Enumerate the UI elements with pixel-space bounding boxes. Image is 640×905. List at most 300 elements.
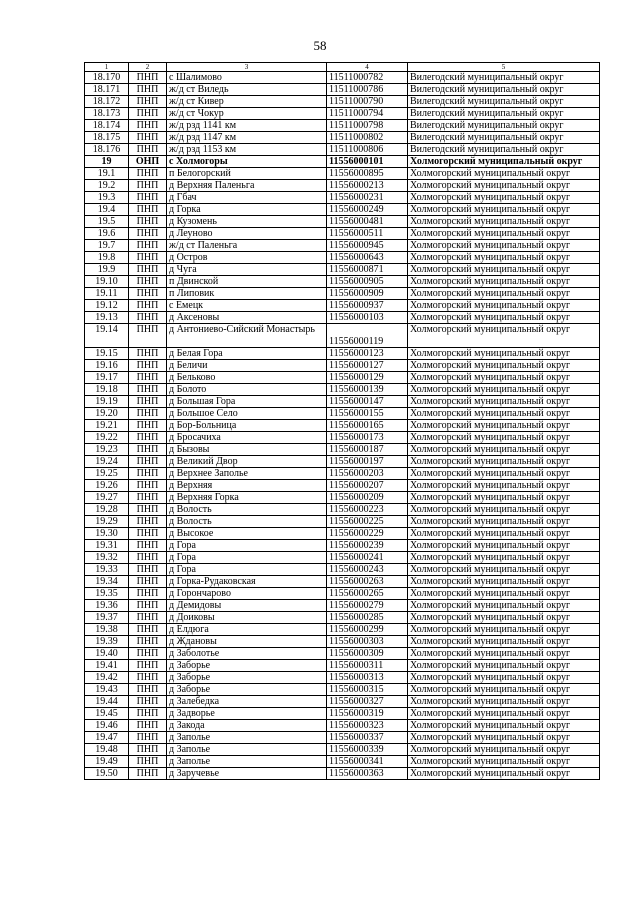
row-number-cell: 19.44 (85, 696, 129, 708)
district-cell: Холмогорский муниципальный округ (408, 372, 600, 384)
settlement-type-cell: ПНП (129, 528, 167, 540)
settlement-registry-table (84, 62, 600, 780)
settlement-type-cell: ПНП (129, 360, 167, 372)
settlement-type-cell: ПНП (129, 468, 167, 480)
district-cell: Холмогорский муниципальный округ (408, 180, 600, 192)
district-cell: Холмогорский муниципальный округ (408, 528, 600, 540)
table-row (85, 228, 600, 240)
column-number-row (85, 63, 600, 72)
row-number-cell: 19.30 (85, 528, 129, 540)
table-row (85, 360, 600, 372)
oktmo-code-cell: 11556000187 (327, 444, 408, 456)
settlement-name-cell: ж/д ст Виледь (167, 84, 327, 96)
settlement-name-cell: п Липовик (167, 288, 327, 300)
settlement-name-cell: ж/д ст Паленьга (167, 240, 327, 252)
table-row (85, 444, 600, 456)
settlement-type-cell: ПНП (129, 192, 167, 204)
settlement-type-cell: ПНП (129, 144, 167, 156)
district-cell: Холмогорский муниципальный округ (408, 648, 600, 660)
oktmo-code-cell: 11556000123 (327, 348, 408, 360)
row-number-cell: 19.7 (85, 240, 129, 252)
settlement-name-cell: д Задворье (167, 708, 327, 720)
district-cell: Холмогорский муниципальный округ (408, 288, 600, 300)
table-row (85, 588, 600, 600)
settlement-name-cell: д Большая Гора (167, 396, 327, 408)
district-cell: Вилегодский муниципальный округ (408, 108, 600, 120)
oktmo-code-cell: 11556000481 (327, 216, 408, 228)
settlement-type-cell: ПНП (129, 660, 167, 672)
oktmo-code-cell: 11556000209 (327, 492, 408, 504)
settlement-name-cell: д Верхняя Паленьга (167, 180, 327, 192)
table-row (85, 348, 600, 360)
settlement-type-cell: ПНП (129, 720, 167, 732)
table-row (85, 492, 600, 504)
settlement-name-cell: д Высокое (167, 528, 327, 540)
oktmo-code-cell: 11556000263 (327, 576, 408, 588)
row-number-cell: 18.170 (85, 72, 129, 84)
settlement-name-cell: д Заручевье (167, 768, 327, 780)
oktmo-code-cell: 11556000905 (327, 276, 408, 288)
district-cell: Вилегодский муниципальный округ (408, 84, 600, 96)
table-row (85, 324, 600, 348)
row-number-cell: 19.22 (85, 432, 129, 444)
district-cell: Холмогорский муниципальный округ (408, 696, 600, 708)
district-cell: Холмогорский муниципальный округ (408, 756, 600, 768)
settlement-name-cell: с Холмогоры (167, 156, 327, 168)
oktmo-code-cell: 11556000249 (327, 204, 408, 216)
district-cell: Холмогорский муниципальный округ (408, 168, 600, 180)
settlement-type-cell: ПНП (129, 216, 167, 228)
table-row (85, 576, 600, 588)
district-cell: Холмогорский муниципальный округ (408, 420, 600, 432)
district-cell: Холмогорский муниципальный округ (408, 564, 600, 576)
column-number: 5 (408, 63, 600, 72)
row-number-cell: 19.15 (85, 348, 129, 360)
table-row (85, 144, 600, 156)
district-cell: Холмогорский муниципальный округ (408, 552, 600, 564)
row-number-cell: 19.48 (85, 744, 129, 756)
settlement-name-cell: д Большое Село (167, 408, 327, 420)
table-row (85, 468, 600, 480)
settlement-name-cell: д Горка (167, 204, 327, 216)
district-cell: Холмогорский муниципальный округ (408, 576, 600, 588)
settlement-name-cell: ж/д рзд 1153 км (167, 144, 327, 156)
column-number: 3 (167, 63, 327, 72)
district-cell: Вилегодский муниципальный округ (408, 120, 600, 132)
settlement-name-cell: д Горка-Рудаковская (167, 576, 327, 588)
district-cell: Холмогорский муниципальный округ (408, 192, 600, 204)
settlement-name-cell: д Бор-Больница (167, 420, 327, 432)
oktmo-code-cell: 11556000173 (327, 432, 408, 444)
oktmo-code-cell: 11556000327 (327, 696, 408, 708)
settlement-type-cell: ПНП (129, 708, 167, 720)
settlement-type-cell: ПНП (129, 624, 167, 636)
row-number-cell: 19.24 (85, 456, 129, 468)
district-cell: Холмогорский муниципальный округ (408, 204, 600, 216)
oktmo-code-cell: 11511000786 (327, 84, 408, 96)
row-number-cell: 19.40 (85, 648, 129, 660)
settlement-type-cell: ПНП (129, 552, 167, 564)
settlement-type-cell: ПНП (129, 600, 167, 612)
settlement-type-cell: ПНП (129, 492, 167, 504)
oktmo-code-cell: 11556000323 (327, 720, 408, 732)
district-cell: Холмогорский муниципальный округ (408, 240, 600, 252)
settlement-type-cell: ПНП (129, 648, 167, 660)
oktmo-code-cell: 11556000265 (327, 588, 408, 600)
district-cell: Холмогорский муниципальный округ (408, 228, 600, 240)
table-row (85, 672, 600, 684)
row-number-cell: 19.50 (85, 768, 129, 780)
row-number-cell: 19.21 (85, 420, 129, 432)
row-number-cell: 19.1 (85, 168, 129, 180)
row-number-cell: 19.14 (85, 324, 129, 348)
district-cell: Холмогорский муниципальный округ (408, 708, 600, 720)
table-row (85, 192, 600, 204)
oktmo-code-cell: 11556000285 (327, 612, 408, 624)
column-number: 4 (327, 63, 408, 72)
settlement-name-cell: д Бызовы (167, 444, 327, 456)
table-row (85, 480, 600, 492)
district-cell: Вилегодский муниципальный округ (408, 132, 600, 144)
oktmo-code-cell: 11556000341 (327, 756, 408, 768)
settlement-name-cell: д Заполье (167, 744, 327, 756)
district-cell: Холмогорский муниципальный округ (408, 360, 600, 372)
row-number-cell: 19.29 (85, 516, 129, 528)
settlement-name-cell: д Волость (167, 504, 327, 516)
table-row (85, 696, 600, 708)
settlement-name-cell: д Бельково (167, 372, 327, 384)
settlement-type-cell: ПНП (129, 576, 167, 588)
settlement-type-cell: ПНП (129, 444, 167, 456)
oktmo-code-cell: 11556000103 (327, 312, 408, 324)
table-row (85, 156, 600, 168)
table-row (85, 720, 600, 732)
settlement-name-cell: д Горончарово (167, 588, 327, 600)
settlement-type-cell: ПНП (129, 504, 167, 516)
settlement-name-cell: ж/д ст Кивер (167, 96, 327, 108)
settlement-name-cell: д Закода (167, 720, 327, 732)
settlement-name-cell: д Заболотье (167, 648, 327, 660)
row-number-cell: 19.46 (85, 720, 129, 732)
oktmo-code-cell: 11556000363 (327, 768, 408, 780)
row-number-cell: 19.3 (85, 192, 129, 204)
settlement-name-cell: с Шалимово (167, 72, 327, 84)
row-number-cell: 18.173 (85, 108, 129, 120)
table-row (85, 660, 600, 672)
row-number-cell: 19.45 (85, 708, 129, 720)
oktmo-code-cell: 11556000127 (327, 360, 408, 372)
row-number-cell: 19.25 (85, 468, 129, 480)
settlement-name-cell: д Заборье (167, 684, 327, 696)
settlement-type-cell: ПНП (129, 108, 167, 120)
settlement-type-cell: ПНП (129, 240, 167, 252)
district-cell: Холмогорский муниципальный округ (408, 276, 600, 288)
table-row (85, 528, 600, 540)
oktmo-code-cell: 11556000895 (327, 168, 408, 180)
settlement-name-cell: д Великий Двор (167, 456, 327, 468)
oktmo-code-cell: 11556000101 (327, 156, 408, 168)
row-number-cell: 19.4 (85, 204, 129, 216)
row-number-cell: 18.171 (85, 84, 129, 96)
settlement-type-cell: ПНП (129, 564, 167, 576)
table-row (85, 276, 600, 288)
settlement-type-cell: ПНП (129, 432, 167, 444)
settlement-name-cell: ж/д рзд 1147 км (167, 132, 327, 144)
oktmo-code-cell: 11556000315 (327, 684, 408, 696)
settlement-name-cell: д Заборье (167, 672, 327, 684)
district-cell: Холмогорский муниципальный округ (408, 408, 600, 420)
row-number-cell: 19.35 (85, 588, 129, 600)
table-row (85, 516, 600, 528)
table-row (85, 264, 600, 276)
district-cell: Холмогорский муниципальный округ (408, 516, 600, 528)
table-row (85, 708, 600, 720)
column-number: 1 (85, 63, 129, 72)
settlement-name-cell: д Болото (167, 384, 327, 396)
oktmo-code-cell: 11556000909 (327, 288, 408, 300)
settlement-name-cell: д Заполье (167, 732, 327, 744)
row-number-cell: 19.18 (85, 384, 129, 396)
settlement-type-cell: ПНП (129, 408, 167, 420)
settlement-type-cell: ПНП (129, 96, 167, 108)
row-number-cell: 19.2 (85, 180, 129, 192)
settlement-name-cell: д Чуга (167, 264, 327, 276)
district-cell: Холмогорский муниципальный округ (408, 720, 600, 732)
table-row (85, 768, 600, 780)
district-cell: Холмогорский муниципальный округ (408, 252, 600, 264)
row-number-cell: 18.175 (85, 132, 129, 144)
row-number-cell: 19.27 (85, 492, 129, 504)
row-number-cell: 19.5 (85, 216, 129, 228)
settlement-name-cell: д Демидовы (167, 600, 327, 612)
settlement-type-cell: ПНП (129, 396, 167, 408)
settlement-type-cell: ПНП (129, 348, 167, 360)
oktmo-code-cell: 11511000782 (327, 72, 408, 84)
district-cell: Холмогорский муниципальный округ (408, 612, 600, 624)
table-row (85, 204, 600, 216)
oktmo-code-cell: 11556000309 (327, 648, 408, 660)
row-number-cell: 19.43 (85, 684, 129, 696)
settlement-name-cell: д Верхнее Заполье (167, 468, 327, 480)
table-row (85, 312, 600, 324)
district-cell: Вилегодский муниципальный округ (408, 72, 600, 84)
table-row (85, 72, 600, 84)
settlement-name-cell: п Белогорский (167, 168, 327, 180)
row-number-cell: 19.13 (85, 312, 129, 324)
oktmo-code-cell: 11511000806 (327, 144, 408, 156)
table-row (85, 240, 600, 252)
table-row (85, 168, 600, 180)
district-cell: Холмогорский муниципальный округ (408, 444, 600, 456)
table-row (85, 552, 600, 564)
district-cell: Холмогорский муниципальный округ (408, 600, 600, 612)
settlement-name-cell: д Ждановы (167, 636, 327, 648)
row-number-cell: 19.31 (85, 540, 129, 552)
settlement-type-cell: ПНП (129, 480, 167, 492)
settlement-name-cell: д Гора (167, 564, 327, 576)
table-row (85, 396, 600, 408)
settlement-type-cell: ПНП (129, 420, 167, 432)
oktmo-code-cell: 11511000802 (327, 132, 408, 144)
row-number-cell: 19.23 (85, 444, 129, 456)
table-row (85, 288, 600, 300)
row-number-cell: 19 (85, 156, 129, 168)
row-number-cell: 19.8 (85, 252, 129, 264)
settlement-type-cell: ПНП (129, 516, 167, 528)
settlement-name-cell: д Белая Гора (167, 348, 327, 360)
oktmo-code-cell: 11556000139 (327, 384, 408, 396)
row-number-cell: 19.36 (85, 600, 129, 612)
settlement-name-cell: д Гора (167, 552, 327, 564)
settlement-name-cell: д Заполье (167, 756, 327, 768)
row-number-cell: 19.12 (85, 300, 129, 312)
table-row (85, 624, 600, 636)
table-row (85, 432, 600, 444)
oktmo-code-cell: 11556000303 (327, 636, 408, 648)
district-cell: Холмогорский муниципальный округ (408, 744, 600, 756)
district-cell: Холмогорский муниципальный округ (408, 456, 600, 468)
table-row (85, 600, 600, 612)
settlement-type-cell: ПНП (129, 384, 167, 396)
settlement-name-cell: д Гора (167, 540, 327, 552)
row-number-cell: 19.38 (85, 624, 129, 636)
table-row (85, 456, 600, 468)
table-row (85, 300, 600, 312)
settlement-type-cell: ПНП (129, 252, 167, 264)
oktmo-code-cell: 11556000241 (327, 552, 408, 564)
oktmo-code-cell: 11556000319 (327, 708, 408, 720)
oktmo-code-cell: 11556000229 (327, 528, 408, 540)
table-row (85, 372, 600, 384)
district-cell: Холмогорский муниципальный округ (408, 672, 600, 684)
table-row (85, 540, 600, 552)
settlement-name-cell: д Доиковы (167, 612, 327, 624)
settlement-name-cell: д Остров (167, 252, 327, 264)
settlement-name-cell: д Волость (167, 516, 327, 528)
row-number-cell: 19.28 (85, 504, 129, 516)
row-number-cell: 19.34 (85, 576, 129, 588)
oktmo-code-cell: 11556000279 (327, 600, 408, 612)
oktmo-code-cell: 11556000147 (327, 396, 408, 408)
table-row (85, 408, 600, 420)
settlement-type-cell: ПНП (129, 324, 167, 348)
oktmo-code-cell: 11556000231 (327, 192, 408, 204)
district-cell: Вилегодский муниципальный округ (408, 144, 600, 156)
settlement-name-cell: д Беличи (167, 360, 327, 372)
row-number-cell: 19.19 (85, 396, 129, 408)
district-cell: Холмогорский муниципальный округ (408, 588, 600, 600)
settlement-type-cell: ПНП (129, 312, 167, 324)
district-cell: Холмогорский муниципальный округ (408, 768, 600, 780)
settlement-type-cell: ПНП (129, 756, 167, 768)
settlement-name-cell: с Емецк (167, 300, 327, 312)
page-number: 58 (313, 38, 327, 53)
settlement-type-cell: ПНП (129, 588, 167, 600)
settlement-type-cell: ПНП (129, 168, 167, 180)
row-number-cell: 18.176 (85, 144, 129, 156)
settlement-type-cell: ПНП (129, 696, 167, 708)
settlement-name-cell: д Бросачиха (167, 432, 327, 444)
row-number-cell: 19.10 (85, 276, 129, 288)
row-number-cell: 19.9 (85, 264, 129, 276)
oktmo-code-cell: 11556000313 (327, 672, 408, 684)
row-number-cell: 19.37 (85, 612, 129, 624)
table-row (85, 132, 600, 144)
district-cell: Холмогорский муниципальный округ (408, 312, 600, 324)
oktmo-code-cell: 11556000339 (327, 744, 408, 756)
table-row (85, 684, 600, 696)
row-number-cell: 18.172 (85, 96, 129, 108)
oktmo-code-cell: 11556000213 (327, 180, 408, 192)
table-row (85, 732, 600, 744)
row-number-cell: 19.16 (85, 360, 129, 372)
row-number-cell: 19.6 (85, 228, 129, 240)
table-row (85, 216, 600, 228)
oktmo-code-cell: 11556000511 (327, 228, 408, 240)
row-number-cell: 19.20 (85, 408, 129, 420)
district-cell: Холмогорский муниципальный округ (408, 156, 600, 168)
table-row (85, 636, 600, 648)
column-number: 2 (129, 63, 167, 72)
settlement-type-cell: ПНП (129, 732, 167, 744)
oktmo-code-cell: 11556000937 (327, 300, 408, 312)
oktmo-code-cell: 11556000337 (327, 732, 408, 744)
settlement-name-cell: п Двинской (167, 276, 327, 288)
settlement-name-cell: ж/д ст Чокур (167, 108, 327, 120)
row-number-cell: 19.17 (85, 372, 129, 384)
table-row (85, 756, 600, 768)
district-cell: Холмогорский муниципальный округ (408, 660, 600, 672)
table-row (85, 648, 600, 660)
table-row (85, 84, 600, 96)
oktmo-code-cell: 11556000871 (327, 264, 408, 276)
oktmo-code-cell: 11511000794 (327, 108, 408, 120)
settlement-type-cell: ПНП (129, 672, 167, 684)
oktmo-code-cell: 11556000207 (327, 480, 408, 492)
settlement-type-cell: ПНП (129, 84, 167, 96)
settlement-type-cell: ПНП (129, 180, 167, 192)
row-number-cell: 19.49 (85, 756, 129, 768)
settlement-type-cell: ПНП (129, 276, 167, 288)
table-body (85, 63, 600, 780)
settlement-name-cell: д Залебедка (167, 696, 327, 708)
settlement-type-cell: ПНП (129, 120, 167, 132)
oktmo-code-cell: 11556000203 (327, 468, 408, 480)
table-row (85, 120, 600, 132)
oktmo-code-cell: 11556000243 (327, 564, 408, 576)
settlement-type-cell: ПНП (129, 264, 167, 276)
table-row (85, 504, 600, 516)
row-number-cell: 19.47 (85, 732, 129, 744)
district-cell: Холмогорский муниципальный округ (408, 396, 600, 408)
settlement-name-cell: д Елдюга (167, 624, 327, 636)
oktmo-code-cell: 11556000119 (327, 324, 408, 348)
row-number-cell: 19.41 (85, 660, 129, 672)
row-number-cell: 19.33 (85, 564, 129, 576)
settlement-name-cell: д Заборье (167, 660, 327, 672)
district-cell: Холмогорский муниципальный округ (408, 504, 600, 516)
settlement-type-cell: ПНП (129, 228, 167, 240)
oktmo-code-cell: 11511000790 (327, 96, 408, 108)
district-cell: Холмогорский муниципальный округ (408, 684, 600, 696)
district-cell: Холмогорский муниципальный округ (408, 540, 600, 552)
oktmo-code-cell: 11556000223 (327, 504, 408, 516)
district-cell: Холмогорский муниципальный округ (408, 348, 600, 360)
settlement-name-cell: ж/д рзд 1141 км (167, 120, 327, 132)
settlement-type-cell: ПНП (129, 372, 167, 384)
settlement-type-cell: ПНП (129, 768, 167, 780)
settlement-name-cell: д Верхняя Горка (167, 492, 327, 504)
